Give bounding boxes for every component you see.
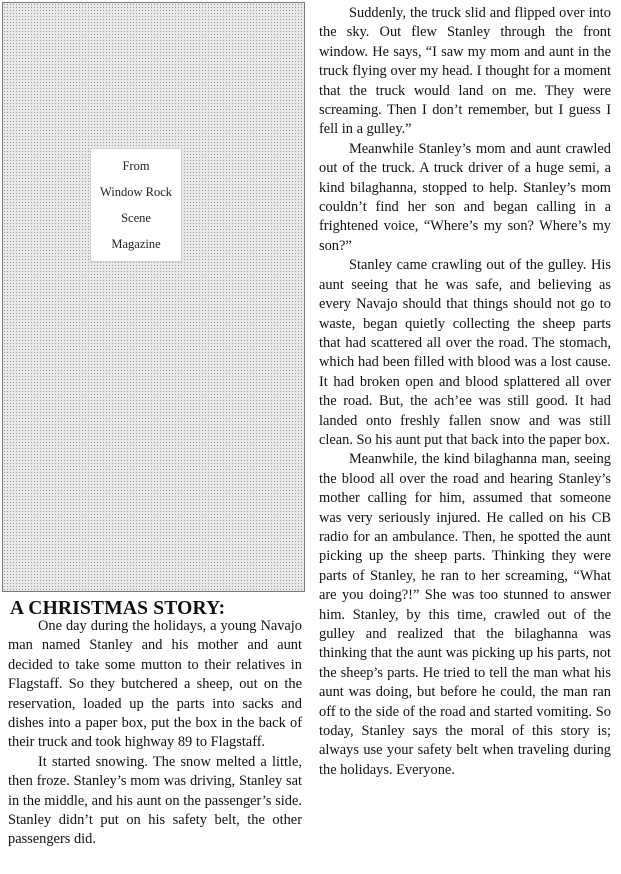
caption-line: Scene xyxy=(121,210,151,225)
story-paragraph: Meanwhile Stanley’s mom and aunt crawled out of the truck. A truck driver of a huge semi, a kind bilaghanna, stopped to help. Stanley’s mom couldn’t find her son and began calling in a frightened voice, “Where’s my son? Where’s my son?” xyxy=(319,140,611,254)
source-caption xyxy=(90,148,182,262)
story-headline: A CHRISTMAS STORY: xyxy=(10,598,226,619)
caption-line: Magazine xyxy=(111,236,161,251)
story-paragraph: Suddenly, the truck slid and flipped over into the sky. Out flew Stanley through the front window. He says, “I saw my mom and aunt in the truck flying over my head. I thought for a moment that the truck would land on me. They were screaming. Then I don’t remember, but I guess I fell in a gulley.” xyxy=(319,5,611,138)
left-text-column xyxy=(8,617,302,850)
story-paragraph: One day during the holidays, a young Navajo man named Stanley and his mother and aunt decided to take some mutton to their relatives in Flagstaff. So they butchered a sheep, out on the reservation, loaded up the parts into sacks and dishes into a paper box, put the box in the back of their truck and took highway 89 to Flagstaff. xyxy=(8,618,302,751)
story-paragraph: Stanley came crawling out of the gulley. His aunt seeing that he was safe, and believing as every Navajo should that things should not go to waste, began quietly collecting the sheep parts that had scattered all over the road. The stomach, which had been filled with blood was a lost cause. It had broken open and blood splattered all over the road. But, the ach’ee was still good. It had landed onto freshly fallen snow and was still clean. So his aunt put that back into the paper box. xyxy=(319,257,611,448)
story-paragraph: Meanwhile, the kind bilaghanna man, seeing the blood all over the road and hearing Stanley’s mother calling for him, assumed that someone was very seriously injured. He called on his CB radio for an ambulance. Then, he spotted the aunt picking up the sheep parts. Thinking they were parts of Stanley, he ran to her screaming, “What are you doing?!” She was too stunned to answer him. Stanley, by this time, crawled out of the gulley and realized that the bilaghanna was thinking that the aunt was picking up his parts, not the sheep’s parts. He tried to tell the man what his aunt was doing, but before he could, the man ran off to the side of the road and started vomiting. So today, Stanley says the moral of this story is; always use your safety belt when traveling during the holidays. Everyone. xyxy=(319,451,611,778)
story-paragraph: It started snowing. The snow melted a little, then froze. Stanley’s mom was driving, Stanley sat in the middle, and his aunt on the passenger’s side. Stanley didn’t put on his safety belt, the other passengers did. xyxy=(8,753,302,848)
right-text-column xyxy=(319,4,611,780)
caption-line: From xyxy=(122,158,150,173)
caption-line: Window Rock xyxy=(99,184,173,199)
photo-placeholder xyxy=(2,2,305,592)
